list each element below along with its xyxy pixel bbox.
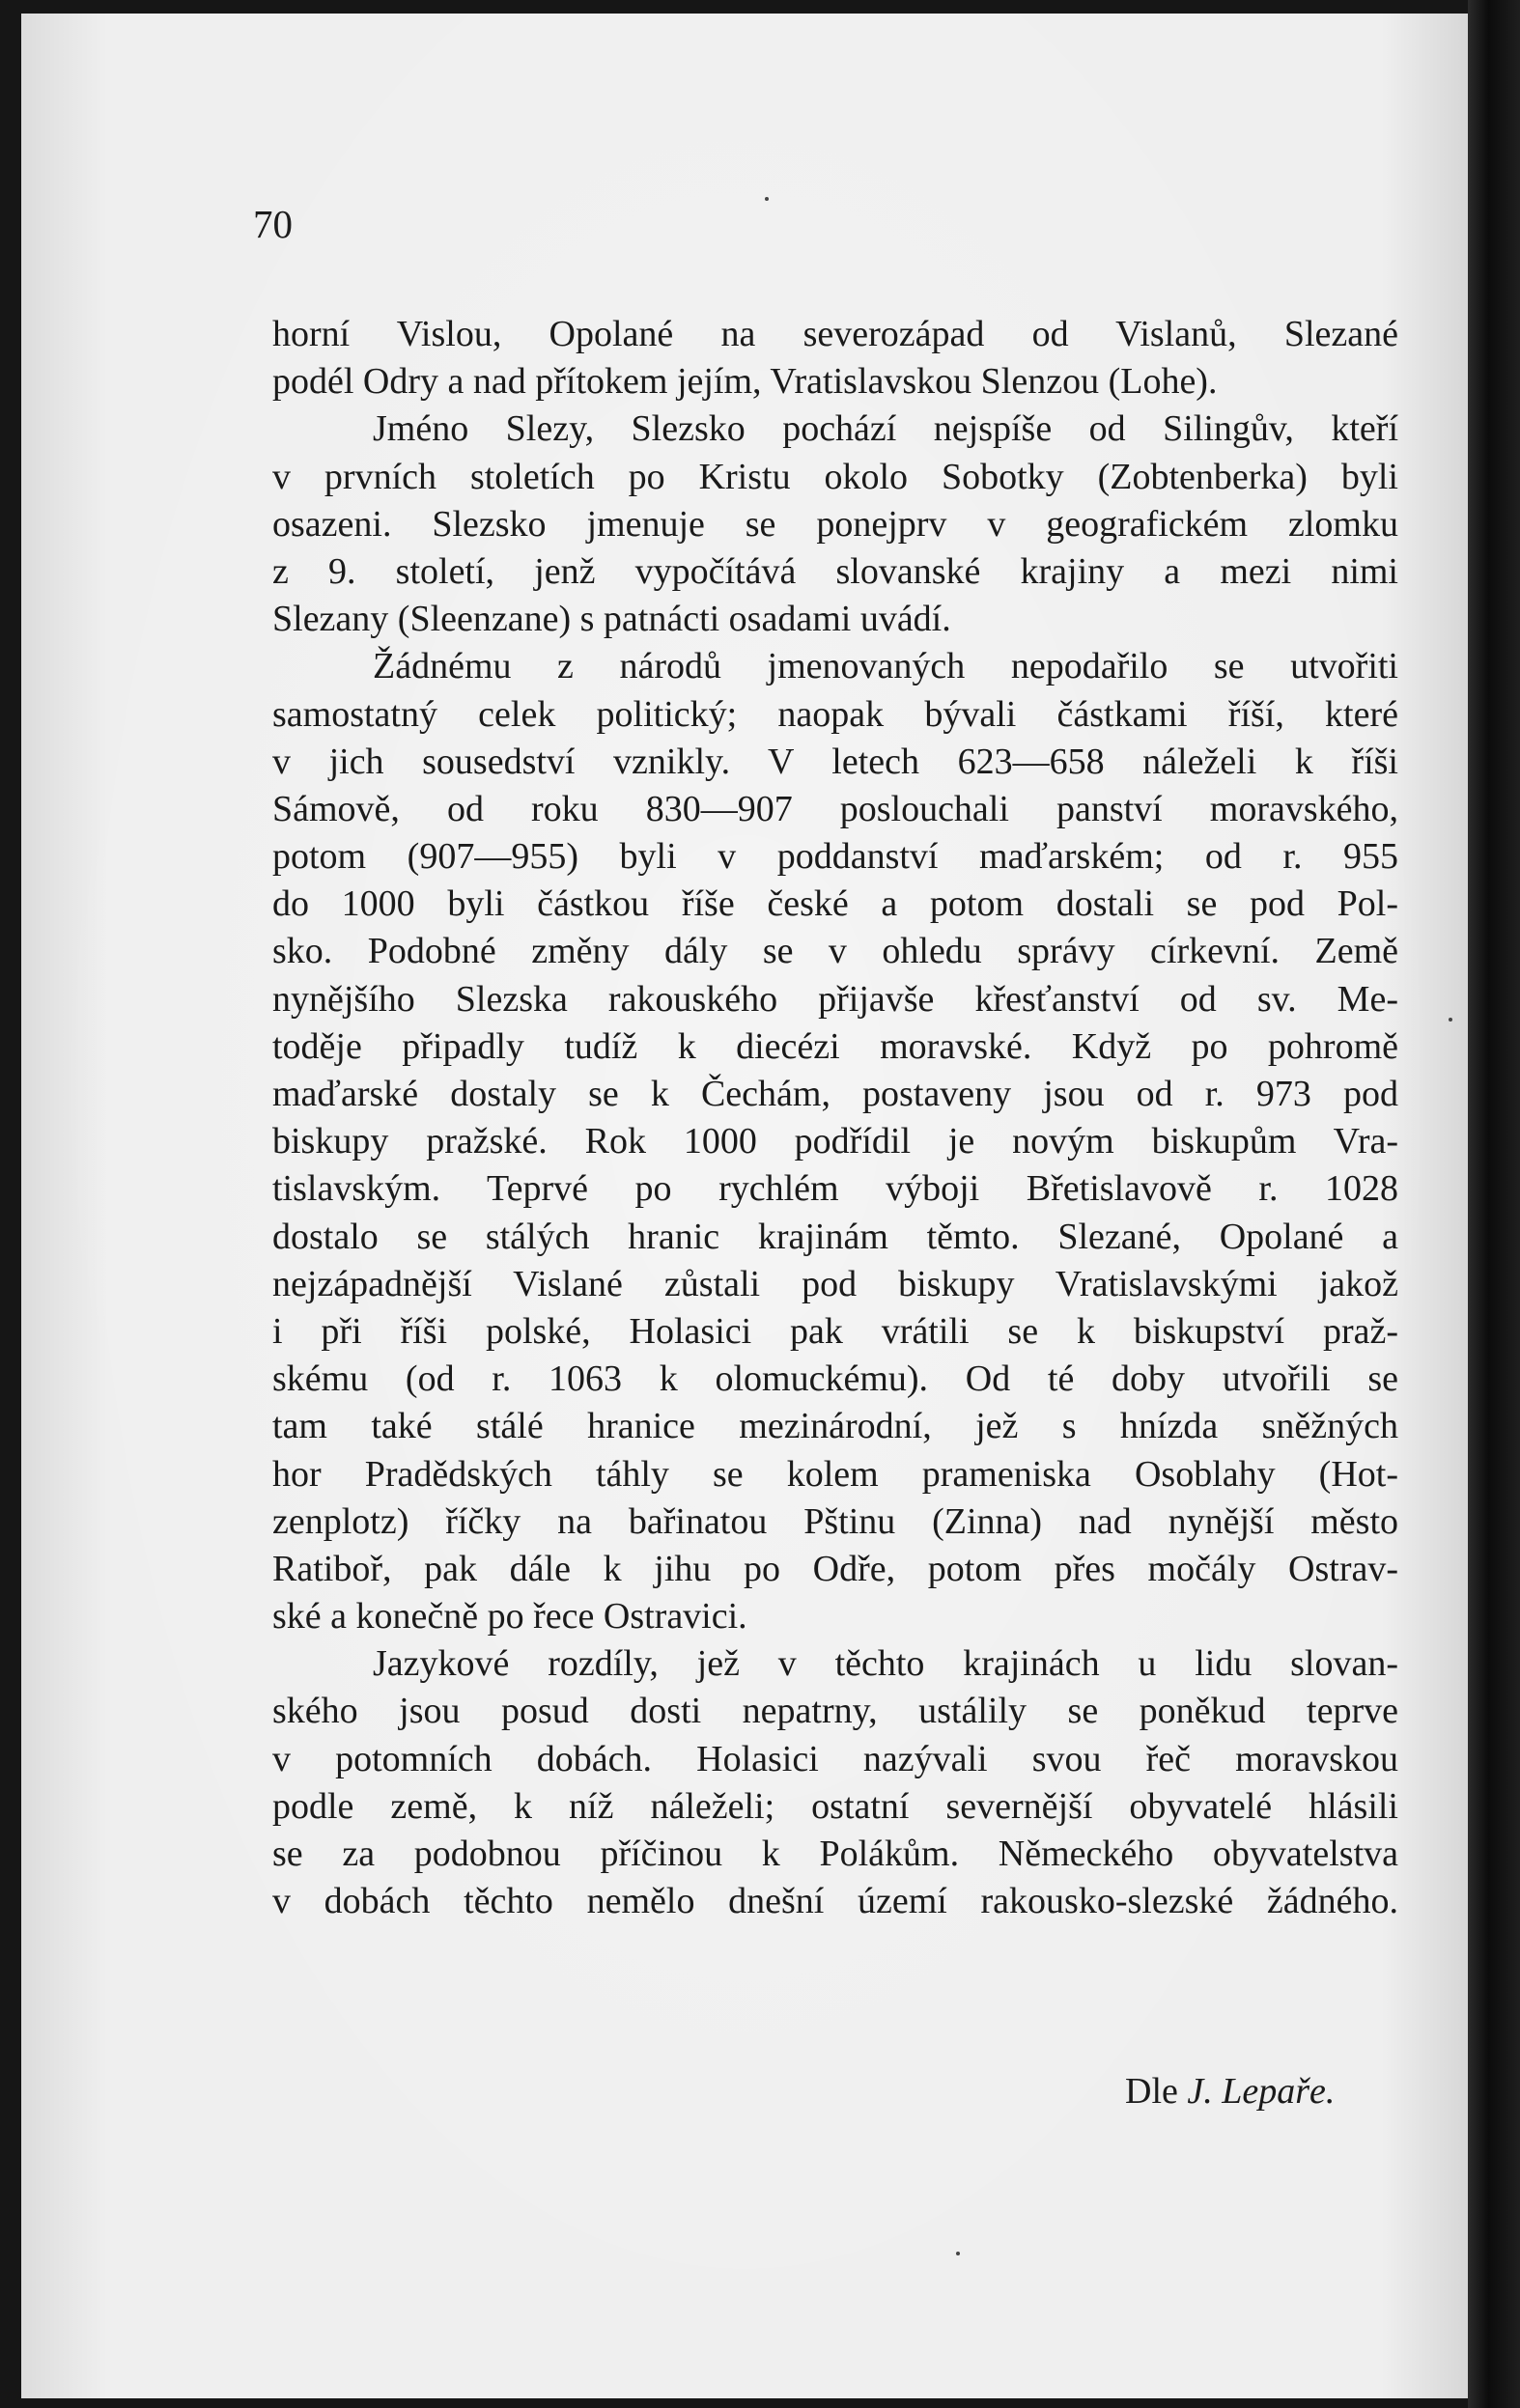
text-line: tislavským. Teprvé po rychlém výboji Břetislavově r. 1028: [272, 1168, 1398, 1210]
text-line: zenplotz) říčky na bařinatou Pštinu (Zinna) nad nynější město: [272, 1500, 1398, 1542]
text-line: v potomních dobách. Holasici nazývali svou řeč moravskou: [272, 1738, 1398, 1779]
text-line: i při říši polské, Holasici pak vrátili se k biskupství praž-: [272, 1310, 1398, 1352]
text-line: ské a konečně po řece Ostravici.: [272, 1596, 747, 1638]
signature-name: J. Lepaře.: [1187, 2071, 1336, 2112]
text-line: toděje připadly tudíž k diecézi moravské. Když po pohromě: [272, 1025, 1398, 1067]
text-line: Jméno Slezy, Slezsko pochází nejspíše od Silingův, kteří: [373, 408, 1398, 450]
text-line: maďarské dostaly se k Čechám, postaveny jsou od r. 973 pod: [272, 1074, 1398, 1114]
text-line: z 9. století, jenž vypočítává slovanské krajiny a mezi nimi: [272, 550, 1398, 592]
text-line: Sámově, od roku 830—907 poslouchali panství moravského,: [272, 788, 1398, 829]
text-line: biskupy pražské. Rok 1000 podřídil je novým biskupům Vra-: [272, 1121, 1398, 1162]
text-line: do 1000 byli částkou říše české a potom dostali se pod Pol-: [272, 883, 1398, 925]
text-line: podél Odry a nad přítokem jejím, Vratislavskou Slenzou (Lohe).: [272, 361, 1218, 403]
text-line: potom (907—955) byli v poddanství maďarském; od r. 955: [272, 836, 1398, 878]
text-line: v jich sousedství vznikly. V letech 623—658 náleželi k říši: [272, 741, 1398, 782]
dust-speck: [765, 197, 769, 201]
text-line: sko. Podobné změny dály se v ohledu správy církevní. Země: [272, 931, 1398, 972]
text-line: hor Pradědských táhly se kolem prameniska Osoblahy (Hot-: [272, 1453, 1398, 1495]
text-line: skému (od r. 1063 k olomuckému). Od té doby utvořili se: [272, 1358, 1398, 1400]
dust-speck: [1449, 1018, 1452, 1022]
text-line: se za podobnou příčinou k Polákům. Německého obyvatelstva: [272, 1834, 1398, 1874]
body-text: [272, 311, 1398, 1925]
page-number: 70: [253, 202, 293, 246]
text-line: samostatný celek politický; naopak bývali částkami říší, které: [272, 693, 1398, 735]
author-signature: [1125, 2070, 1335, 2113]
scan-right-edge: [1468, 0, 1520, 2408]
text-line: podle země, k níž náleželi; ostatní severnější obyvatelé hlásili: [272, 1785, 1398, 1827]
text-line: v prvních stoletích po Kristu okolo Sobotky (Zobtenberka) byli: [272, 456, 1398, 497]
text-line: Ratiboř, pak dále k jihu po Odře, potom přes močály Ostrav-: [272, 1548, 1398, 1589]
dust-speck: [956, 2252, 960, 2255]
text-line: Slezany (Sleenzane) s patnácti osadami uvádí.: [272, 599, 951, 640]
text-line: nynějšího Slezska rakouského přijavše křesťanství od sv. Me-: [272, 978, 1398, 1020]
text-line: horní Vislou, Opolané na severozápad od Vislanů, Slezané: [272, 314, 1398, 354]
text-line: ského jsou posud dosti nepatrny, ustálily se poněkud teprve: [272, 1691, 1398, 1732]
text-line: Žádnému z národů jmenovaných nepodařilo se utvořiti: [373, 646, 1398, 687]
text-line: osazeni. Slezsko jmenuje se ponejprv v geografickém zlomku: [272, 503, 1398, 545]
text-line: tam také stálé hranice mezinárodní, jež s hnízda sněžných: [272, 1406, 1398, 1447]
text-line: dostalo se stálých hranic krajinám těmto. Slezané, Opolané a: [272, 1216, 1398, 1257]
text-line: nejzápadnější Vislané zůstali pod biskupy Vratislavskými jakož: [272, 1263, 1398, 1304]
text-line: Jazykové rozdíly, jež v těchto krajinách u lidu slovan-: [373, 1643, 1398, 1685]
text-line: v dobách těchto nemělo dnešní území rakousko-slezské žádného.: [272, 1881, 1398, 1922]
signature-prefix: Dle: [1125, 2071, 1178, 2112]
